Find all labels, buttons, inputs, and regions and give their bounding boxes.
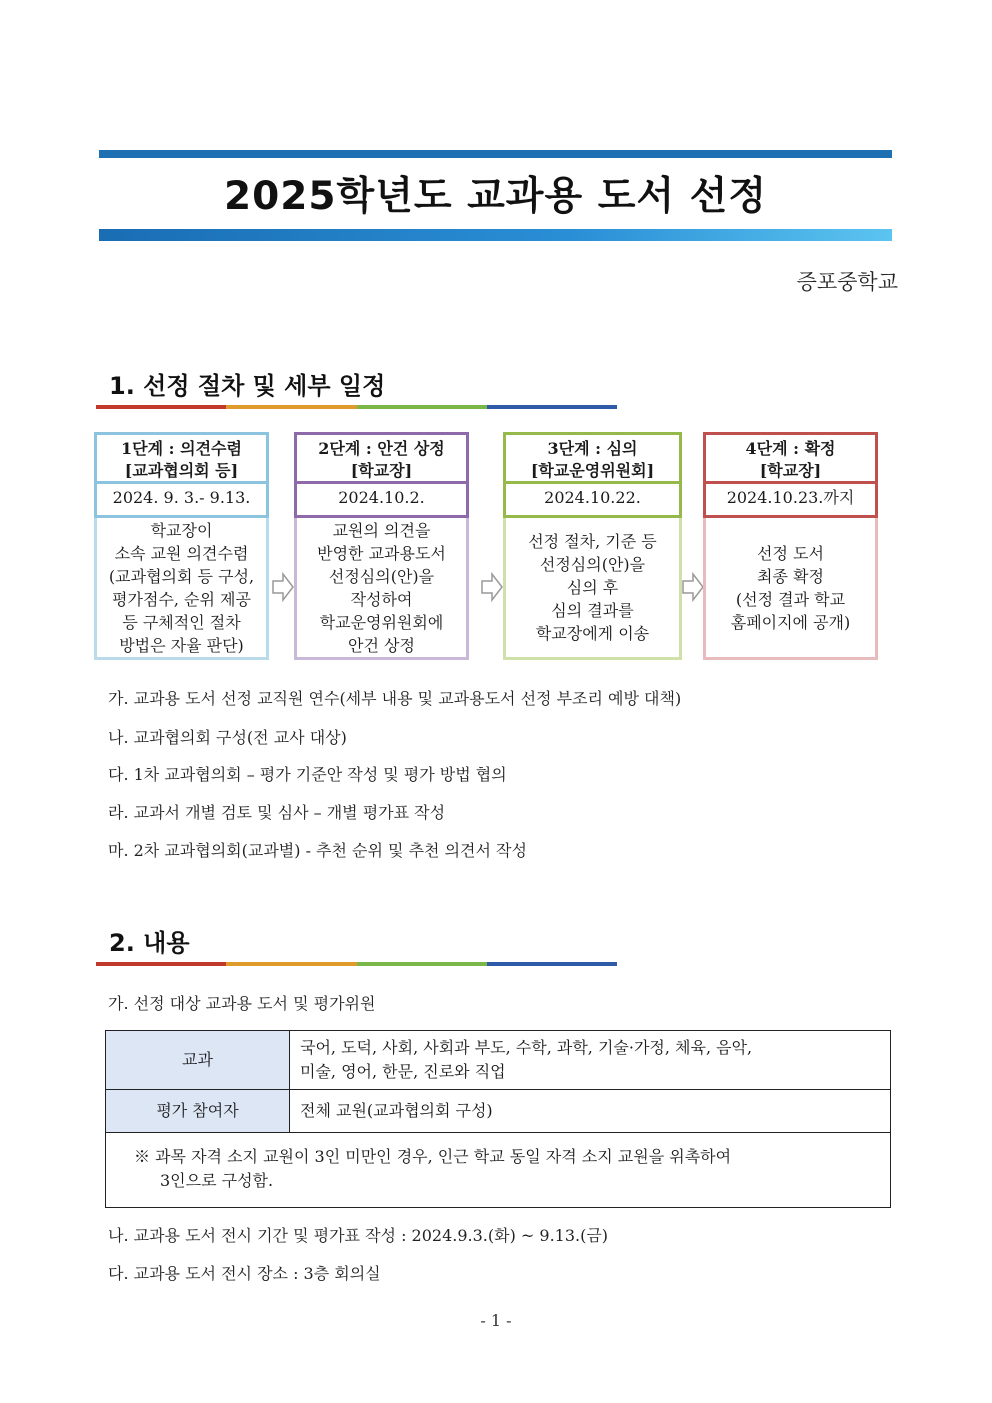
step-1-title: 1단계 : 의견수렴 xyxy=(121,439,242,458)
step-2-date: 2024.10.2. xyxy=(294,484,469,518)
school-name: 증포중학교 xyxy=(796,270,898,294)
step-2 xyxy=(294,432,469,660)
section1-rule xyxy=(96,405,617,409)
section1-item-b: 나. 교과협의회 구성(전 교사 대상) xyxy=(108,728,347,747)
section2-title: 2. 내용 xyxy=(109,929,190,957)
step-1-owner: [교과협의회 등] xyxy=(124,461,239,480)
page-number: - 1 - xyxy=(480,1311,512,1330)
table-row xyxy=(106,1133,891,1208)
step-4-title: 4단계 : 확정 xyxy=(745,439,836,458)
step-3-title: 3단계 : 심의 xyxy=(547,439,638,458)
step-3-date: 2024.10.22. xyxy=(503,484,682,518)
section1-item-a: 가. 교과용 도서 선정 교직원 연수(세부 내용 및 교과용도서 선정 부조리 예방 대책) xyxy=(108,689,682,708)
row2-value: 전체 교원(교과협의회 구성) xyxy=(290,1090,891,1133)
step-4-header xyxy=(703,432,878,484)
step-1-body: 학교장이 소속 교원 의견수렴 (교과협의회 등 구성, 평가점수, 순위 제공 등 구체적인 절차 방법은 자율 판단) xyxy=(94,518,269,660)
section2-sub-b: 나. 교과용 도서 전시 기간 및 평가표 작성 : 2024.9.3.(화) ~ 9.13.(금) xyxy=(108,1226,609,1245)
step-2-body: 교원의 의견을 반영한 교과용도서 선정심의(안)을 작성하여 학교운영위원회에 안건 상정 xyxy=(294,518,469,660)
step-1-header xyxy=(94,432,269,484)
table-row xyxy=(106,1031,891,1090)
step-2-header xyxy=(294,432,469,484)
row1-label: 교과 xyxy=(106,1031,290,1090)
title-bottom-bar xyxy=(99,229,892,241)
step-2-owner: [학교장] xyxy=(350,461,413,480)
arrow-right-icon xyxy=(682,572,704,602)
section1-item-e: 마. 2차 교과협의회(교과별) - 추천 순위 및 추천 의견서 작성 xyxy=(108,841,527,860)
step-4-owner: [학교장] xyxy=(759,461,822,480)
step-3-owner: [학교운영위원회] xyxy=(530,461,655,480)
table-note: ※ 과목 자격 소지 교원이 3인 미만인 경우, 인근 학교 동일 자격 소지 교원을 위촉하여 3인으로 구성함. xyxy=(106,1133,891,1208)
section2-sub-a: 가. 선정 대상 교과용 도서 및 평가위원 xyxy=(108,994,376,1013)
section1-item-d: 라. 교과서 개별 검토 및 심사 – 개별 평가표 작성 xyxy=(108,803,446,822)
evaluation-table xyxy=(105,1030,891,1208)
step-2-title: 2단계 : 안건 상정 xyxy=(318,439,445,458)
step-3-header xyxy=(503,432,682,484)
title-top-bar xyxy=(99,150,892,158)
step-1-date: 2024. 9. 3.- 9.13. xyxy=(94,484,269,518)
page-title: 2025학년도 교과용 도서 선정 xyxy=(223,174,768,219)
step-1 xyxy=(94,432,269,660)
step-3-body: 선정 절차, 기준 등 선정심의(안)을 심의 후 심의 결과를 학교장에게 이송 xyxy=(503,518,682,660)
section1-title: 1. 선정 절차 및 세부 일정 xyxy=(109,372,386,400)
section1-item-c: 다. 1차 교과협의회 – 평가 기준안 작성 및 평가 방법 협의 xyxy=(108,765,507,784)
row2-label: 평가 참여자 xyxy=(106,1090,290,1133)
section2-rule xyxy=(96,962,617,966)
step-3 xyxy=(503,432,682,660)
step-4-date: 2024.10.23.까지 xyxy=(703,484,878,518)
table-row xyxy=(106,1090,891,1133)
section2-sub-c: 다. 교과용 도서 전시 장소 : 3층 회의실 xyxy=(108,1264,381,1283)
arrow-right-icon xyxy=(481,572,503,602)
arrow-right-icon xyxy=(272,572,294,602)
row1-value: 국어, 도덕, 사회, 사회과 부도, 수학, 과학, 기술·가정, 체육, 음악, 미술, 영어, 한문, 진로와 직업 xyxy=(290,1031,891,1090)
step-4-body: 선정 도서 최종 확정 (선정 결과 학교 홈페이지에 공개) xyxy=(703,518,878,660)
step-4 xyxy=(703,432,878,660)
